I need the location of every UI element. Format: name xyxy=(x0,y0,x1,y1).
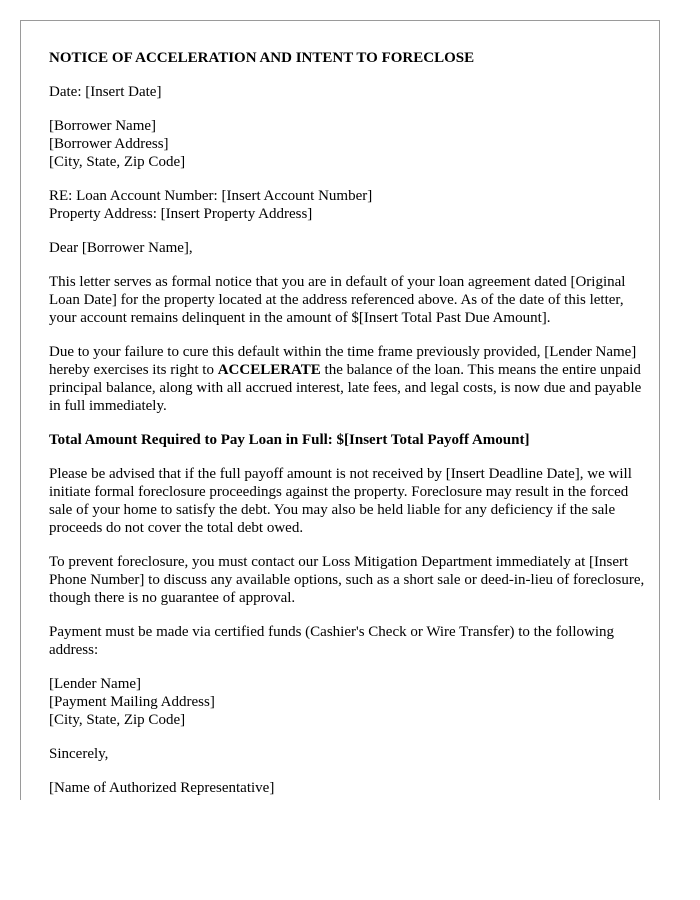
reference-block xyxy=(49,187,645,223)
property-address-line: Property Address: [Insert Property Address] xyxy=(49,206,313,222)
closing: Sincerely, xyxy=(49,746,109,762)
lender-name: [Lender Name] xyxy=(49,676,142,692)
borrower-address: [Borrower Address] xyxy=(49,136,169,152)
foreclosure-warning-paragraph: Please be advised that if the full payoff amount is not received by [Insert Deadline Date], we will initiate formal foreclosure proceedings against the property. Foreclosure may result in the forced sale of your home to satisfy the debt. You may also be held liable for any deficiency if the sale proceeds do not cover the total debt owed. xyxy=(49,466,632,536)
accelerate-emphasis: ACCELERATE xyxy=(217,362,321,378)
loss-mitigation-paragraph: To prevent foreclosure, you must contact our Loss Mitigation Department immediately at [Insert Phone Number] to discuss any available options, such as a short sale or deed-in-lieu of foreclosure, though there is no guarantee of approval. xyxy=(49,554,645,606)
borrower-city-state-zip: [City, State, Zip Code] xyxy=(49,154,186,170)
letter-page xyxy=(20,20,660,800)
borrower-name: [Borrower Name] xyxy=(49,118,157,134)
letter-title: NOTICE OF ACCELERATION AND INTENT TO FORECLOSE xyxy=(49,50,475,66)
borrower-address-block xyxy=(49,117,645,171)
acceleration-text-after: the balance of the loan. This means the entire unpaid principal balance, along with all accrued interest, late fees, and legal costs, is now due and payable in full immediately. xyxy=(49,362,642,414)
lender-city-state-zip: [City, State, Zip Code] xyxy=(49,712,186,728)
date-line: Date: [Insert Date] xyxy=(49,84,162,100)
total-payoff-line: Total Amount Required to Pay Loan in Full: $[Insert Total Payoff Amount] xyxy=(49,432,530,448)
acceleration-paragraph xyxy=(49,343,645,415)
signature-line: [Name of Authorized Representative] xyxy=(49,780,275,796)
loan-account-line: RE: Loan Account Number: [Insert Account Number] xyxy=(49,188,373,204)
salutation: Dear [Borrower Name], xyxy=(49,240,193,256)
payment-mailing-address: [Payment Mailing Address] xyxy=(49,694,215,710)
acceleration-text-before: Due to your failure to cure this default within the time frame previously provided, [Lender Name] hereby exercises its right to xyxy=(49,344,637,378)
payment-instructions-paragraph: Payment must be made via certified funds (Cashier's Check or Wire Transfer) to the following address: xyxy=(49,624,615,658)
letter-content xyxy=(49,49,645,800)
default-notice-paragraph: This letter serves as formal notice that you are in default of your loan agreement dated [Original Loan Date] for the property located at the address referenced above. As of the date of this letter, your account remains delinquent in the amount of $[Insert Total Past Due Amount]. xyxy=(49,274,626,326)
lender-address-block xyxy=(49,675,645,729)
